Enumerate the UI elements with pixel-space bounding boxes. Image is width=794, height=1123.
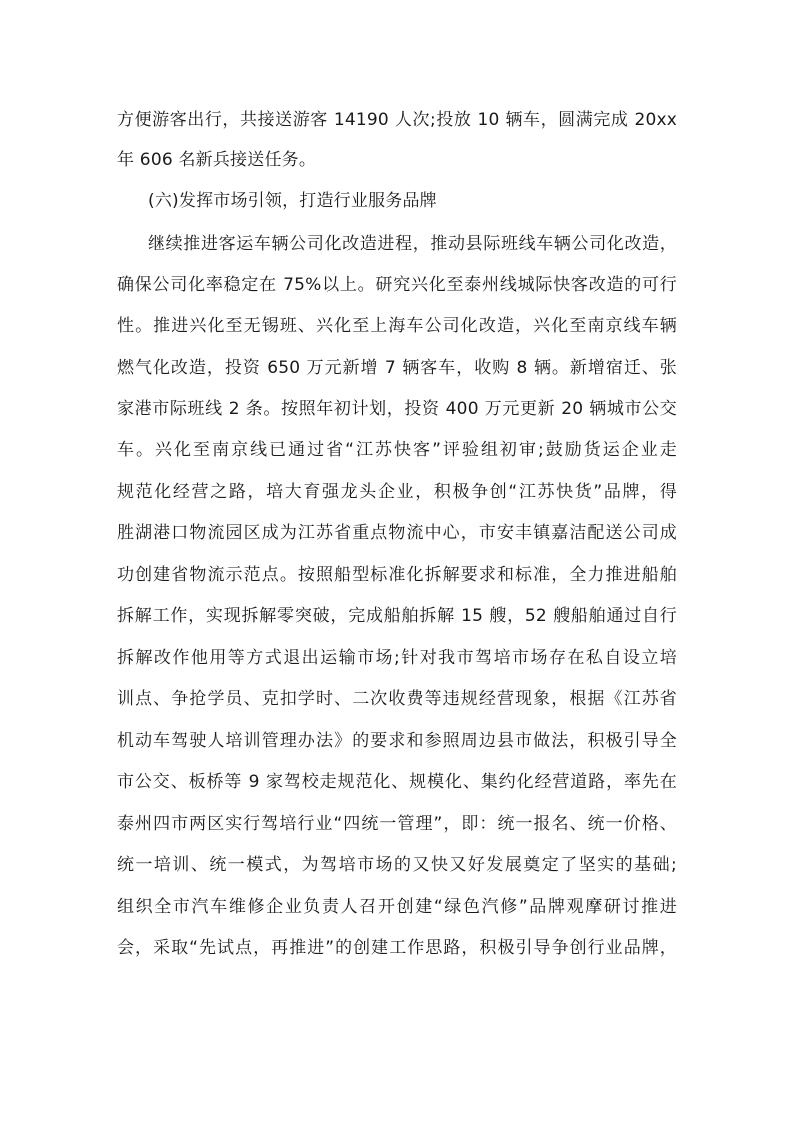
text-line: 拆解工作，实现拆解零突破，完成船舶拆解 15 艘，52 艘船舶通过自行 (117, 606, 677, 626)
section-heading: (六)发挥市场引领，打造行业服务品牌 (148, 191, 437, 211)
text-line: 燃气化改造，投资 650 万元新增 7 辆客车，收购 8 辆。新增宿迁、张 (117, 358, 677, 378)
text-line: 组织全市汽车维修企业负责人召开创建“绿色汽修”品牌观摩研讨推进 (117, 897, 677, 917)
text-line: 泰州四市两区实行驾培行业“四统一管理”，即：统一报名、统一价格、 (117, 814, 677, 834)
text-line: 训点、争抢学员、克扣学时、二次收费等违规经营现象，根据《江苏省 (117, 689, 677, 709)
text-line: 年 606 名新兵接送任务。 (117, 150, 317, 170)
text-line: 家港市际班线 2 条。按照年初计划，投资 400 万元更新 20 辆城市公交 (117, 399, 677, 419)
text-line: 市公交、板桥等 9 家驾校走规范化、规模化、集约化经营道路，率先在 (117, 772, 677, 792)
text-line: 功创建省物流示范点。按照船型标准化拆解要求和标准，全力推进船舶 (117, 565, 677, 585)
text-line: 统一培训、统一模式，为驾培市场的又快又好发展奠定了坚实的基础; (117, 855, 677, 875)
text-line: 拆解改作他用等方式退出运输市场;针对我市驾培市场存在私自设立培 (117, 648, 677, 668)
text-line: 性。推进兴化至无锡班、兴化至上海车公司化改造，兴化至南京线车辆 (117, 316, 677, 336)
text-line: 会，采取“先试点，再推进”的创建工作思路，积极引导争创行业品牌， (117, 938, 677, 958)
text-line: 确保公司化率稳定在 75%以上。研究兴化至泰州线城际快客改造的可行 (117, 275, 677, 295)
text-line: 方便游客出行，共接送游客 14190 人次;投放 10 辆车，圆满完成 20xx (117, 110, 677, 130)
text-line: 规范化经营之路，培大育强龙头企业，积极争创“江苏快货”品牌，得 (117, 482, 677, 502)
text-line: 机动车驾驶人培训管理办法》的要求和参照周边县市做法，积极引导全 (117, 731, 677, 751)
text-line: 继续推进客运车辆公司化改造进程，推动县际班线车辆公司化改造， (148, 234, 677, 254)
text-line: 胜湖港口物流园区成为江苏省重点物流中心，市安丰镇嘉洁配送公司成 (117, 523, 677, 543)
text-line: 车。兴化至南京线已通过省“江苏快客”评验组初审;鼓励货运企业走 (117, 440, 677, 460)
